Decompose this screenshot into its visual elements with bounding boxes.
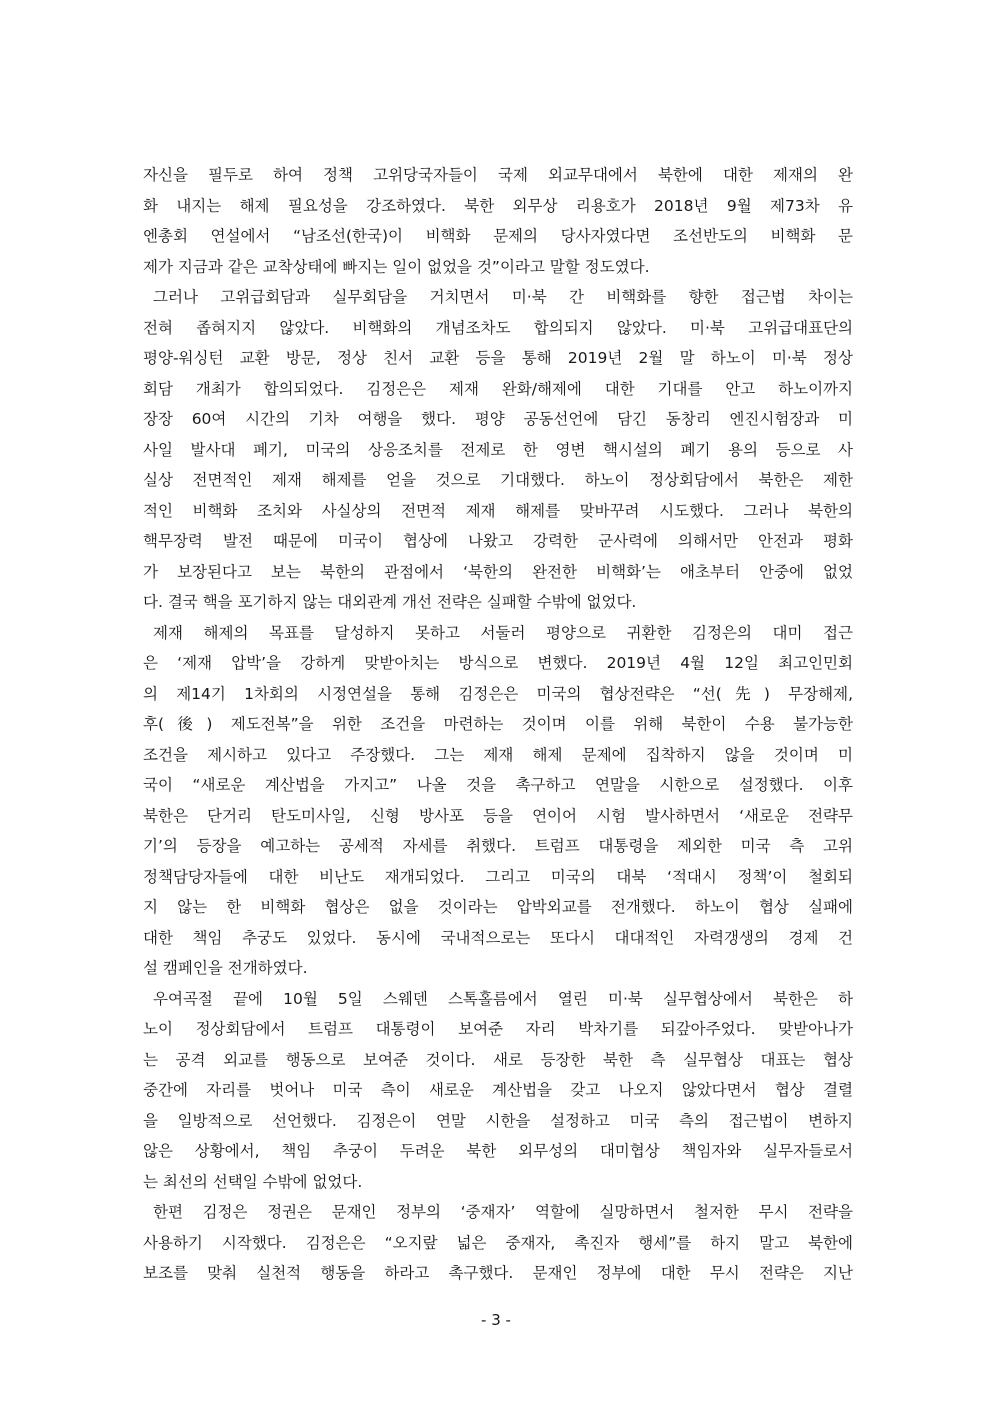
text-line: 설 캠페인을 전개하였다. bbox=[143, 959, 308, 977]
text-line: 는 공격 외교를 행동으로 보여준 것이다. 새로 등장한 북한 측 실무협상 대표는 협상 bbox=[143, 1050, 853, 1069]
text-line: 핵무장력 발전 때문에 미국이 협상에 나왔고 강력한 군사력에 의해서만 안전과 평화 bbox=[143, 532, 853, 550]
page-number: - 3 - bbox=[481, 1311, 511, 1329]
text-line: 보조를 맞춰 실천적 행동을 하라고 촉구했다. 문재인 정부에 대한 무시 전략은 지난 bbox=[143, 1264, 853, 1282]
body-text bbox=[143, 160, 853, 1289]
text-line: 다. 결국 핵을 포기하지 않는 대외관계 개선 전략은 실패할 수밖에 없었다. bbox=[143, 593, 637, 611]
text-line: 장장 60여 시간의 기차 여행을 했다. 평양 공동선언에 담긴 동창리 엔진시험장과 미 bbox=[143, 410, 853, 428]
text-line: 국이 “새로운 계산법을 가지고” 나올 것을 촉구하고 연말을 시한으로 설정했다. 이후 bbox=[143, 776, 853, 794]
text-line: 화 내지는 해제 필요성을 강조하였다. 북한 외무상 리용호가 2018년 9월 제73차 유 bbox=[143, 196, 853, 215]
text-line: 조건을 제시하고 있다고 주장했다. 그는 제재 해제 문제에 집착하지 않을 것이며 미 bbox=[143, 745, 853, 764]
text-line: 엔총회 연설에서 “남조선(한국)이 비핵화 문제의 당사자였다면 조선반도의 비핵화 문 bbox=[143, 227, 853, 245]
text-line: 사용하기 시작했다. 김정은은 “오지랖 넓은 중재자, 촉진자 행세”를 하지 말고 북한에 bbox=[143, 1233, 853, 1252]
text-line: 기’의 등장을 예고하는 공세적 자세를 취했다. 트럼프 대통령을 제외한 미국 측 고위 bbox=[143, 837, 853, 855]
text-line: 제가 지금과 같은 교착상태에 빠지는 일이 없었을 것”이라고 말할 정도였다. bbox=[143, 257, 650, 276]
text-line: 은 ‘제재 압박’을 강하게 맞받아치는 방식으로 변했다. 2019년 4월 12일 최고인민회 bbox=[143, 654, 853, 672]
text-line: 전혀 좁혀지지 않았다. 비핵화의 개념조차도 합의되지 않았다. 미·북 고위급대표단의 bbox=[143, 318, 853, 337]
text-line: 정책담당자들에 대한 비난도 재개되었다. 그리고 미국의 대북 ‘적대시 정책’이 철회되 bbox=[143, 867, 853, 886]
text-line: 적인 비핵화 조치와 사실상의 전면적 제재 해제를 맞바꾸려 시도했다. 그러나 북한의 bbox=[143, 501, 853, 520]
text-line: 실상 전면적인 제재 해제를 얻을 것으로 기대했다. 하노이 정상회담에서 북한은 제한 bbox=[143, 471, 853, 489]
text-line: 그러나 고위급회담과 실무회담을 거치면서 미·북 간 비핵화를 향한 접근법 차이는 bbox=[153, 288, 853, 306]
text-line: 사일 발사대 폐기, 미국의 상응조치를 전제로 한 영변 핵시설의 폐기 용의 등으로 사 bbox=[143, 440, 853, 459]
text-line: 대한 책임 추궁도 있었다. 동시에 국내적으로는 또다시 대대적인 자력갱생의 경제 건 bbox=[143, 928, 853, 947]
text-line: 우여곡절 끝에 10월 5일 스웨덴 스톡홀름에서 열린 미·북 실무협상에서 북한은 하 bbox=[153, 989, 853, 1008]
text-line: 제재 해제의 목표를 달성하지 못하고 서둘러 평양으로 귀환한 김정은의 대미 접근 bbox=[153, 623, 853, 642]
text-line: 가 보장된다고 보는 북한의 관점에서 ‘북한의 완전한 비핵화’는 애초부터 안중에 없었 bbox=[143, 562, 853, 581]
text-line: 북한은 단거리 탄도미사일, 신형 방사포 등을 연이어 시험 발사하면서 ‘새로운 전략무 bbox=[143, 806, 853, 825]
text-line: 노이 정상회담에서 트럼프 대통령이 보여준 자리 박차기를 되갚아주었다. 맞받아나가 bbox=[143, 1020, 853, 1038]
text-line: 지 않는 한 비핵화 협상은 없을 것이라는 압박외교를 전개했다. 하노이 협상 실패에 bbox=[143, 898, 853, 916]
text-line: 자신을 필두로 하여 정책 고위당국자들이 국제 외교무대에서 북한에 대한 제재의 완 bbox=[143, 166, 853, 184]
text-line: 한편 김정은 정권은 문재인 정부의 ‘중재자’ 역할에 실망하면서 철저한 무시 전략을 bbox=[153, 1203, 853, 1221]
text-line: 평양-워싱턴 교환 방문, 정상 친서 교환 등을 통해 2019년 2월 말 하노이 미·북 정상 bbox=[143, 349, 853, 367]
text-line: 않은 상황에서, 책임 추궁이 두려운 북한 외무성의 대미협상 책임자와 실무자들로서 bbox=[143, 1142, 853, 1160]
text-line: 중간에 자리를 벗어나 미국 측이 새로운 계산법을 갖고 나오지 않았다면서 협상 결렬 bbox=[143, 1081, 853, 1099]
text-line: 을 일방적으로 선언했다. 김정은이 연말 시한을 설정하고 미국 측의 접근법이 변하지 bbox=[143, 1111, 853, 1130]
text-line: 는 최선의 선택일 수밖에 없었다. bbox=[143, 1172, 363, 1191]
text-line: 후(後) 제도전복”을 위한 조건을 마련하는 것이며 이를 위해 북한이 수용 불가능한 bbox=[143, 715, 853, 733]
text-line: 의 제14기 1차회의 시정연설을 통해 김정은은 미국의 협상전략은 “선(先) 무장해제, bbox=[143, 684, 853, 703]
text-line: 회담 개최가 합의되었다. 김정은은 제재 완화/해제에 대한 기대를 안고 하노이까지 bbox=[143, 379, 853, 398]
